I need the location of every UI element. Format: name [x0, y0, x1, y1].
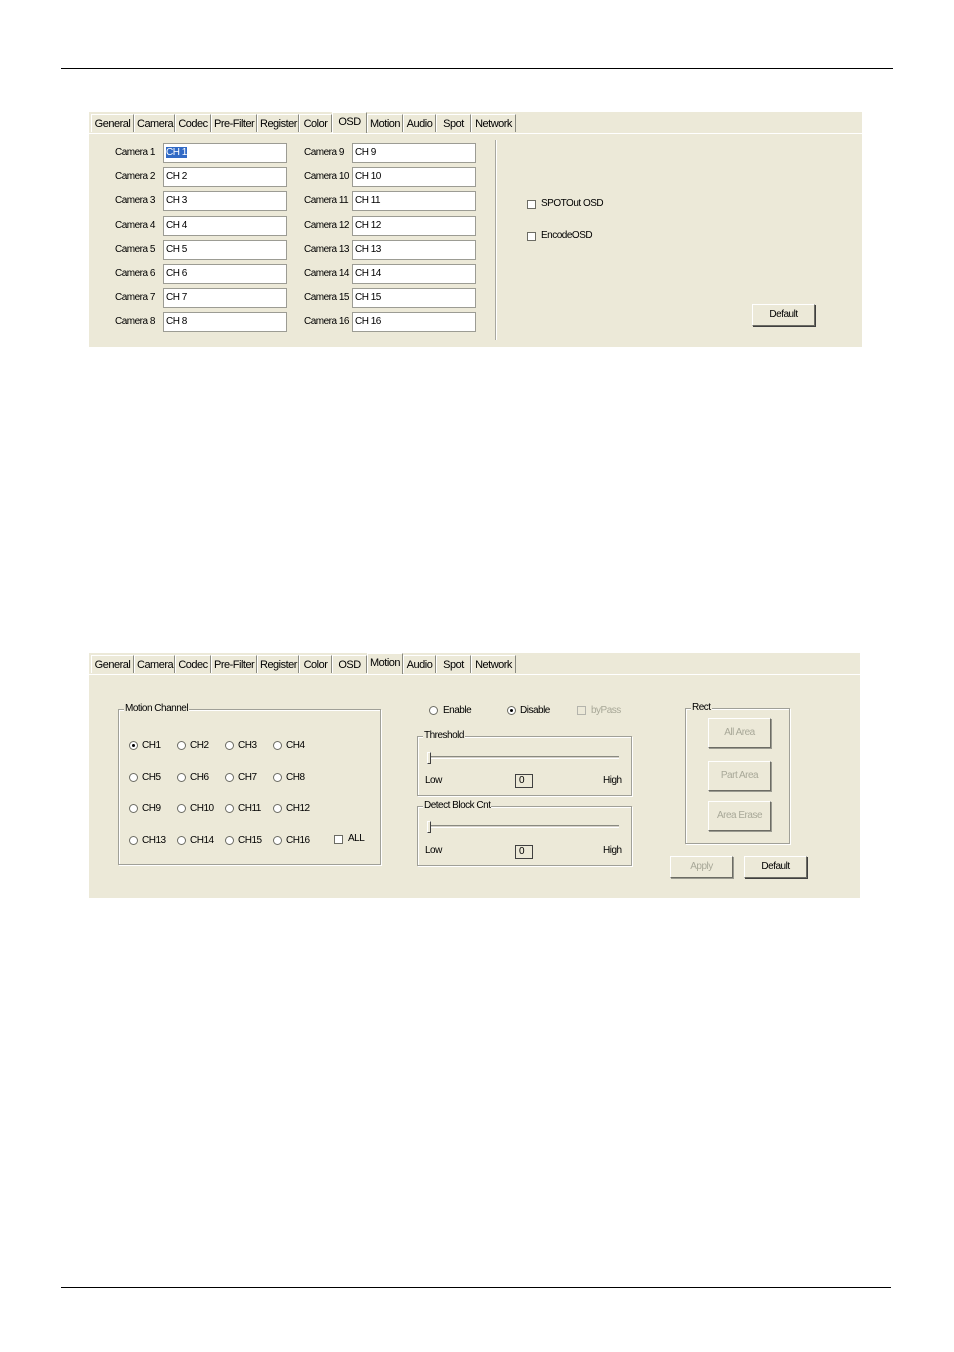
osd-tab-pre-filter[interactable]: Pre-Filter	[211, 114, 257, 132]
osd-tab-register[interactable]: Register	[257, 114, 299, 132]
osd-tab-spot[interactable]: Spot	[436, 114, 471, 132]
camera-5-name-input[interactable]	[163, 240, 287, 260]
camera-2-label: Camera 2	[115, 171, 155, 183]
camera-16-name-input[interactable]	[352, 312, 476, 332]
area-erase-button[interactable]: Area Erase	[708, 801, 771, 831]
camera-9-name-value: CH 9	[355, 147, 376, 158]
camera-10-name-value: CH 10	[355, 171, 381, 183]
osd-tab-bar	[89, 112, 862, 134]
channel-ch13-radio[interactable]	[129, 836, 138, 845]
channel-ch10-label: CH10	[190, 803, 214, 814]
osd-tab-general[interactable]: General	[91, 114, 134, 132]
camera-11-name-value: CH 11	[355, 195, 381, 207]
camera-1-label: Camera 1	[115, 147, 155, 158]
camera-5-name-value: CH 5	[166, 243, 187, 255]
camera-16-label: Camera 16	[304, 316, 349, 328]
camera-3-name-input[interactable]	[163, 191, 287, 211]
osd-tab-network[interactable]: Network	[471, 114, 516, 132]
camera-1-name-value: CH 1	[166, 147, 187, 158]
channel-ch5-label: CH5	[142, 771, 161, 783]
motion-tab-general[interactable]: General	[91, 655, 134, 673]
channel-ch3-radio[interactable]	[225, 741, 234, 750]
threshold-value: 0	[515, 774, 533, 788]
channel-ch16-radio[interactable]	[273, 836, 282, 845]
threshold-low-label: Low	[425, 775, 442, 786]
osd-tab-motion[interactable]: Motion	[367, 114, 403, 132]
channel-ch11-label: CH11	[238, 803, 261, 814]
channel-ch3-label: CH3	[238, 740, 257, 751]
camera-1-name-input[interactable]	[163, 143, 287, 163]
bypass-label: byPass	[591, 705, 621, 716]
camera-15-name-value: CH 15	[355, 292, 381, 304]
camera-11-label: Camera 11	[304, 195, 349, 207]
motion-tab-pre-filter[interactable]: Pre-Filter	[211, 655, 257, 673]
camera-12-label: Camera 12	[304, 219, 349, 231]
camera-4-name-value: CH 4	[166, 219, 187, 231]
motion-tab-osd[interactable]: OSD	[332, 655, 367, 673]
spot-out-osd-label: SPOTOut OSD	[541, 198, 604, 209]
camera-4-label: Camera 4	[115, 219, 155, 231]
channel-ch16-label: CH16	[286, 834, 310, 846]
disable-label: Disable	[520, 705, 550, 716]
osd-tab-osd[interactable]: OSD	[332, 112, 367, 134]
camera-6-label: Camera 6	[115, 268, 155, 279]
motion-tab-audio[interactable]: Audio	[403, 655, 436, 673]
channel-ch15-label: CH15	[238, 834, 262, 846]
camera-6-name-value: CH 6	[166, 268, 187, 279]
threshold-slider-track[interactable]	[427, 756, 619, 759]
channel-ch9-label: CH9	[142, 803, 161, 814]
camera-13-label: Camera 13	[304, 243, 349, 255]
camera-9-name-input[interactable]	[352, 143, 476, 163]
camera-6-name-input[interactable]	[163, 264, 287, 284]
channel-ch7-label: CH7	[238, 771, 257, 783]
footer-rule	[61, 1287, 891, 1288]
camera-8-name-input[interactable]	[163, 312, 287, 332]
camera-10-name-input[interactable]	[352, 167, 476, 187]
detect-block-low-label: Low	[425, 845, 442, 856]
all-channels-label: ALL	[348, 833, 365, 844]
channel-ch12-radio[interactable]	[273, 804, 282, 813]
camera-14-label: Camera 14	[304, 268, 349, 279]
motion-tab-color[interactable]: Color	[299, 655, 332, 673]
bypass-checkbox[interactable]	[577, 706, 586, 715]
enable-radio[interactable]	[429, 706, 438, 715]
camera-13-name-input[interactable]	[352, 240, 476, 260]
channel-ch4-label: CH4	[286, 740, 305, 751]
apply-button[interactable]: Apply	[670, 856, 733, 878]
camera-11-name-input[interactable]	[352, 191, 476, 211]
osd-default-button[interactable]: Default	[752, 304, 815, 326]
camera-7-label: Camera 7	[115, 292, 155, 304]
enable-label: Enable	[443, 705, 472, 716]
camera-12-name-input[interactable]	[352, 216, 476, 236]
channel-ch11-radio[interactable]	[225, 804, 234, 813]
threshold-label: Threshold	[424, 730, 464, 741]
camera-8-label: Camera 8	[115, 316, 155, 328]
channel-ch6-label: CH6	[190, 771, 209, 783]
motion-default-button[interactable]: Default	[744, 856, 807, 878]
disable-radio[interactable]	[507, 706, 516, 715]
channel-ch15-radio[interactable]	[225, 836, 234, 845]
channel-ch2-label: CH2	[190, 740, 209, 751]
motion-tab-network[interactable]: Network	[471, 655, 516, 673]
encode-osd-checkbox[interactable]	[527, 232, 536, 241]
channel-ch9-radio[interactable]	[129, 804, 138, 813]
motion-tab-motion[interactable]: Motion	[367, 653, 403, 675]
camera-13-name-value: CH 13	[355, 243, 381, 255]
channel-ch1-label: CH1	[142, 740, 161, 751]
detect-block-slider-thumb[interactable]	[427, 821, 431, 833]
motion-tab-camera[interactable]: Camera	[134, 655, 175, 673]
channel-ch14-label: CH14	[190, 834, 214, 846]
channel-ch10-radio[interactable]	[177, 804, 186, 813]
motion-tab-spot[interactable]: Spot	[436, 655, 471, 673]
detect-block-high-label: High	[603, 845, 622, 856]
channel-ch14-radio[interactable]	[177, 836, 186, 845]
threshold-high-label: High	[603, 775, 622, 786]
motion-tab-register[interactable]: Register	[257, 655, 299, 673]
camera-10-label: Camera 10	[304, 171, 349, 183]
header-rule	[61, 68, 893, 69]
motion-settings-panel	[89, 653, 860, 898]
camera-4-name-input[interactable]	[163, 216, 287, 236]
osd-settings-panel	[89, 112, 862, 347]
camera-7-name-value: CH 7	[166, 292, 187, 304]
channel-ch1-radio[interactable]	[129, 741, 138, 750]
camera-7-name-input[interactable]	[163, 288, 287, 308]
all-area-button[interactable]: All Area	[708, 718, 771, 748]
osd-tab-codec[interactable]: Codec	[175, 114, 211, 132]
osd-tab-audio[interactable]: Audio	[403, 114, 436, 132]
osd-tab-camera[interactable]: Camera	[134, 114, 175, 132]
camera-8-name-value: CH 8	[166, 316, 187, 328]
camera-9-label: Camera 9	[304, 147, 344, 158]
rect-label: Rect	[692, 702, 711, 713]
camera-3-name-value: CH 3	[166, 195, 187, 207]
channel-ch8-label: CH8	[286, 771, 305, 783]
channel-ch12-label: CH12	[286, 803, 310, 814]
camera-5-label: Camera 5	[115, 243, 155, 255]
channel-ch2-radio[interactable]	[177, 741, 186, 750]
osd-tab-color[interactable]: Color	[299, 114, 332, 132]
channel-ch8-radio[interactable]	[273, 773, 282, 782]
detect-block-slider-track[interactable]	[427, 825, 619, 828]
threshold-slider-thumb[interactable]	[427, 752, 431, 764]
encode-osd-label: EncodeOSD	[541, 230, 593, 241]
channel-ch6-radio[interactable]	[177, 773, 186, 782]
motion-tab-codec[interactable]: Codec	[175, 655, 211, 673]
all-channels-checkbox[interactable]	[334, 835, 343, 844]
channel-ch7-radio[interactable]	[225, 773, 234, 782]
channel-ch13-label: CH13	[142, 834, 166, 846]
channel-ch5-radio[interactable]	[129, 773, 138, 782]
detect-block-value: 0	[515, 845, 533, 859]
camera-2-name-value: CH 2	[166, 171, 187, 183]
camera-14-name-input[interactable]	[352, 264, 476, 284]
camera-15-name-input[interactable]	[352, 288, 476, 308]
channel-ch4-radio[interactable]	[273, 741, 282, 750]
motion-channel-label: Motion Channel	[125, 703, 189, 714]
detect-block-label: Detect Block Cnt	[424, 800, 491, 811]
camera-15-label: Camera 15	[304, 292, 349, 304]
camera-14-name-value: CH 14	[355, 268, 381, 279]
camera-2-name-input[interactable]	[163, 167, 287, 187]
osd-separator	[495, 140, 497, 340]
part-area-button[interactable]: Part Area	[708, 761, 771, 791]
camera-12-name-value: CH 12	[355, 219, 381, 231]
spot-out-osd-checkbox[interactable]	[527, 200, 536, 209]
camera-3-label: Camera 3	[115, 195, 155, 207]
camera-16-name-value: CH 16	[355, 316, 381, 328]
motion-tab-bar	[89, 653, 860, 675]
